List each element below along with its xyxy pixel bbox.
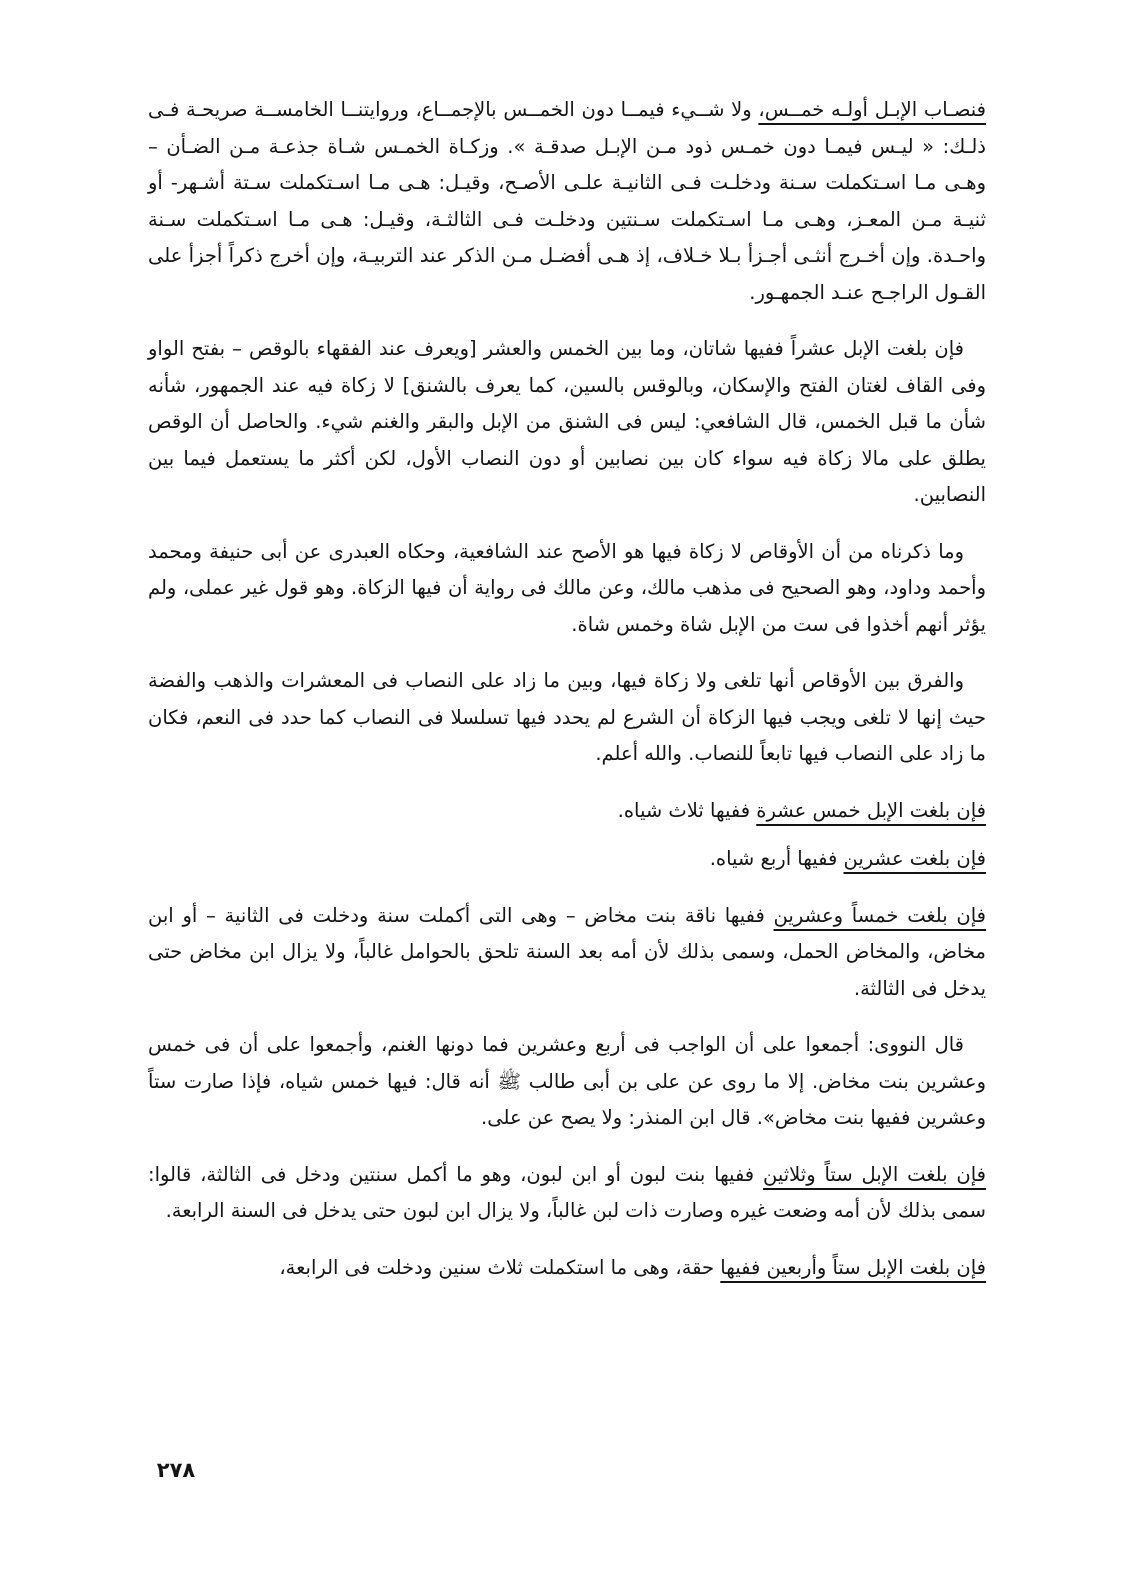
- paragraph-text: ولا شــيء فيمــا دون الخمــس بالإجمــاع، وروايتنــا الخامســة صريحـة فـى ذلـك: « ليـس فيمـا دون خمـس ذود مـن الإبـل صدقـة ». وزكـاة الخمـس شـاة جذعـة مـن الضـأن – وهـى مـا اسـتكملت سـنة ودخلـت فـى الثانيـة علـى الأصـح، وقيـل: هـى مـا اسـتكملت سـتة أشـهر- أو ثنيـة مـن المعـز، وهـى مـا اسـتكملت سـنتين ودخلـت فـى الثالثـة، وقيـل: هـى مـا اسـتكملت سـنة واحـدة. وإن أخـرج أنثـى أجـزأ بـلا خـلاف، إذ هـى أفضـل مـن الذكر عند التربيـة، وإن أخرج ذكراً أجزأ على القـول الراجـح عنـد الجمهـور.: [148, 98, 986, 304]
- underlined-heading: فإن بلغت الإبل خمس عشرة: [756, 798, 986, 822]
- paragraph-text: فإن بلغت الإبل عشراً ففيها شاتان، وما بين الخمس والعشر [ويعرف عند الفقهاء بالوقص – بفتح الواو وفى القاف لغتان الفتح والإسكان، وبالوقس بالسين، كما يعرف بالشنق] لا زكاة فيه عند الجمهور، شأنه شأن ما قبل الخمس، قال الشافعي: ليس فى الشنق من الإبل والبقر والغنم شيء. والحاصل أن الوقص يطلق على مالا زكاة فيه سواء كان بين نصابين أو دون النصاب الأول، لكن أكثر ما يستعمل فيما بين النصابين.: [148, 337, 986, 506]
- paragraph-text: ففيها بنت لبون أو ابن لبون، وهو ما أكمل سنتين ودخل فى الثالثة، قالوا: سمى بذلك لأن أمه وضعت غيره وصارت ذات لبن غالباً، ولا يزال ابن لبون حتى يدخل فى السنة الرابعة.: [148, 1162, 986, 1222]
- paragraph-text: ففيها ثلاث شياه.: [617, 798, 757, 822]
- paragraph-camel-nisab: [148, 92, 986, 311]
- underlined-heading: فنصـاب الإبـل أولـه خمــس،: [758, 98, 986, 121]
- paragraph-text: ففيها ناقة بنت مخاض – وهى التى أكملت سنة ودخلت فى الثانية – أو ابن مخاض، والمخاض الحمل، وسمى بذلك لأن أمه بعد السنة تلحق بالحوامل غالباً، ولا يزال ابن مخاض حتى يدخل فى الثالثة.: [148, 903, 986, 1000]
- underlined-heading: فإن بلغت خمساً وعشرين: [773, 903, 986, 927]
- paragraph-awqas-difference: [148, 663, 986, 773]
- page-number: ٢٧٨: [156, 1458, 196, 1482]
- paragraph-text: ففيها أربع شياه.: [709, 847, 844, 870]
- paragraph-ten-camels: [148, 331, 986, 514]
- paragraph-thirty-six-camels: [148, 1157, 986, 1230]
- paragraph-text: وما ذكرناه من أن الأوقاص لا زكاة فيها هو الأصح عند الشافعية، وحكاه العبدرى عن أبى حنيفة ومحمد وأحمد وداود، وهو الصحيح فى مذهب مالك، وعن مالك فى رواية أن فيها الزكاة. وهو قول غير عملى، ولم يؤثر أنهم أخذوا فى ست من الإبل شاة وخمس شاة.: [148, 539, 986, 636]
- paragraph-fifteen-camels: [148, 793, 986, 830]
- paragraph-awqas-opinions: [148, 534, 986, 644]
- paragraph-twenty-five-camels: [148, 898, 986, 1008]
- underlined-heading: فإن بلغت الإبل ستاً وأربعين ففيها: [720, 1255, 986, 1279]
- underlined-heading: فإن بلغت الإبل ستاً وثلاثين: [763, 1162, 986, 1186]
- page-body: [148, 92, 986, 1306]
- paragraph-forty-six-camels: [148, 1250, 986, 1287]
- paragraph-text: والفرق بين الأوقاص أنها تلغى ولا زكاة فيها، وبين ما زاد على النصاب فى المعشرات والذهب والفضة حيث إنها لا تلغى ويجب فيها الزكاة أن الشرع لم يحدد فيها تسلسلا فى النصاب كما حدد فى النعم، فكان ما زاد على النصاب فيها تابعاً للنصاب. والله أعلم.: [148, 669, 986, 765]
- paragraph-nawawi-quote: [148, 1027, 986, 1137]
- paragraph-text: حقة، وهى ما استكملت ثلاث سنين ودخلت فى الرابعة،: [279, 1255, 721, 1279]
- underlined-heading: فإن بلغت عشرين: [843, 847, 986, 870]
- paragraph-twenty-camels: [148, 841, 986, 878]
- paragraph-text: قال النووى: أجمعوا على أن الواجب فى أربع وعشرين فما دونها الغنم، وأجمعوا على أن فى خمس وعشرين بنت مخاض. إلا ما روى عن على بن أبى طالب ﷺ أنه قال: فيها خمس شياه، فإذا صارت ستاً وعشرين ففيها بنت مخاض». قال ابن المنذر: ولا يصح عن على.: [148, 1033, 986, 1129]
